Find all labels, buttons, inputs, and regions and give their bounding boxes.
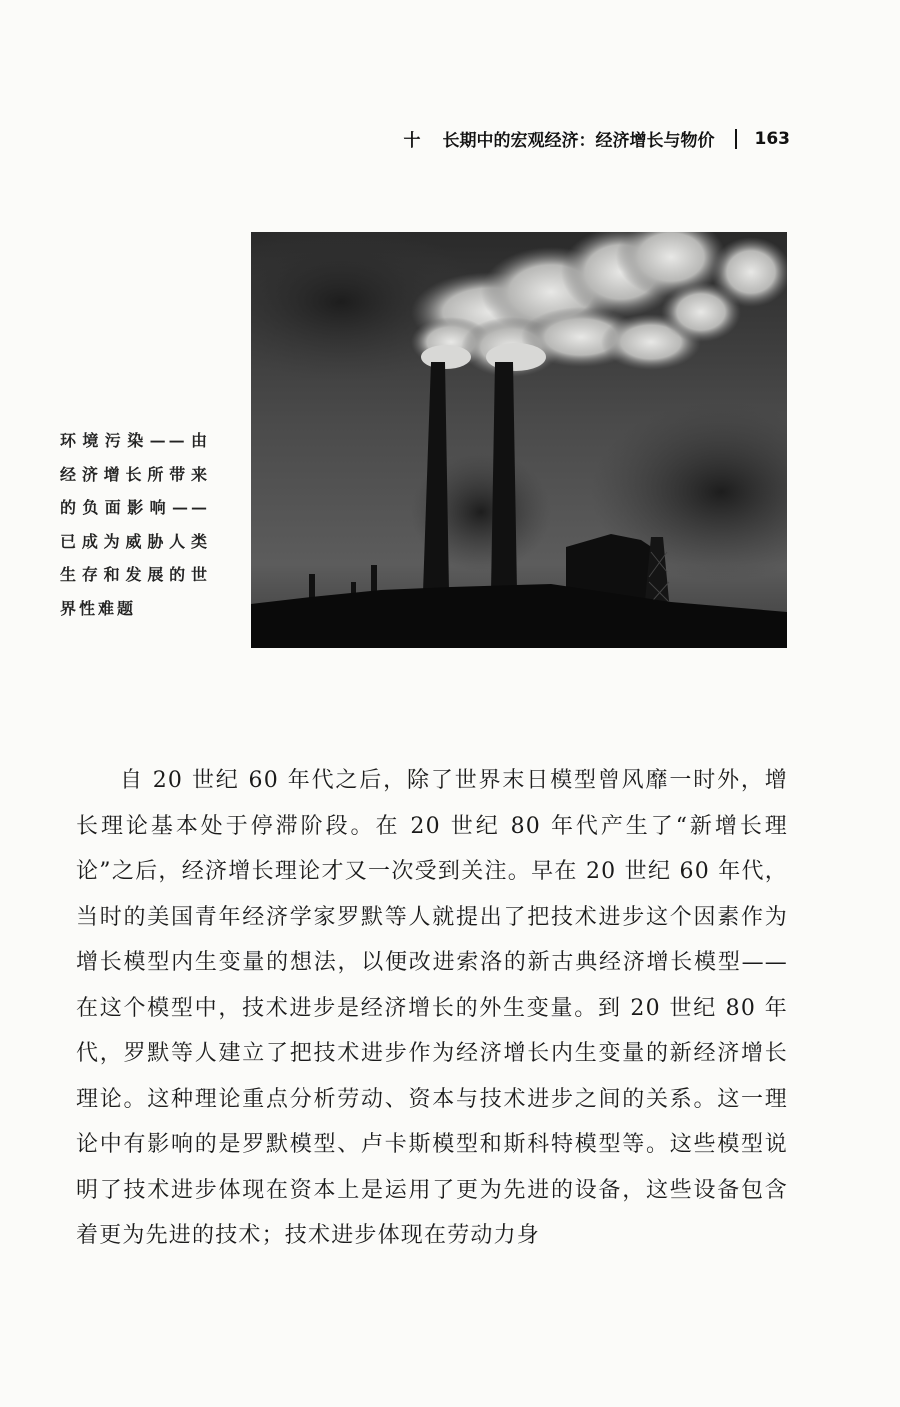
page-number: 163 <box>754 128 790 149</box>
factory-smoke-illustration <box>251 232 787 648</box>
caption-text: 环境污染——由经济增长所带来的负面影响——已成为威胁人类生存和发展的世界性难题 <box>60 431 210 618</box>
body-text <box>76 758 788 1259</box>
chapter-number: 十 <box>403 131 421 151</box>
body-paragraph: 自 20 世纪 60 年代之后，除了世界末日模型曾风靡一时外，增长理论基本处于停滞阶段。在 20 世纪 80 年代产生了“新增长理论”之后，经济增长理论才又一次受到关注。早在 20 世纪 60 年代，当时的美国青年经济学家罗默等人就提出了把技术进步这个因素作为增长模型内生变量的想法，以便改进索洛的新古典经济增长模型——在这个模型中，技术进步是经济增长的外生变量。到 20 世纪 80 年代，罗默等人建立了把技术进步作为经济增长内生变量的新经济增长理论。这种理论重点分析劳动、资本与技术进步之间的关系。这一理论中有影响的是罗默模型、卢卡斯模型和斯科特模型等。这些模型说明了技术进步体现在资本上是运用了更为先进的设备，这些设备包含着更为先进的技术；技术进步体现在劳动力身 <box>76 768 788 1248</box>
running-header <box>404 126 791 151</box>
photo-caption <box>60 424 210 625</box>
chapter-title: 长期中的宏观经济：经济增长与物价 <box>442 131 715 151</box>
factory-smoke-photo <box>251 232 787 648</box>
header-divider <box>735 129 737 149</box>
